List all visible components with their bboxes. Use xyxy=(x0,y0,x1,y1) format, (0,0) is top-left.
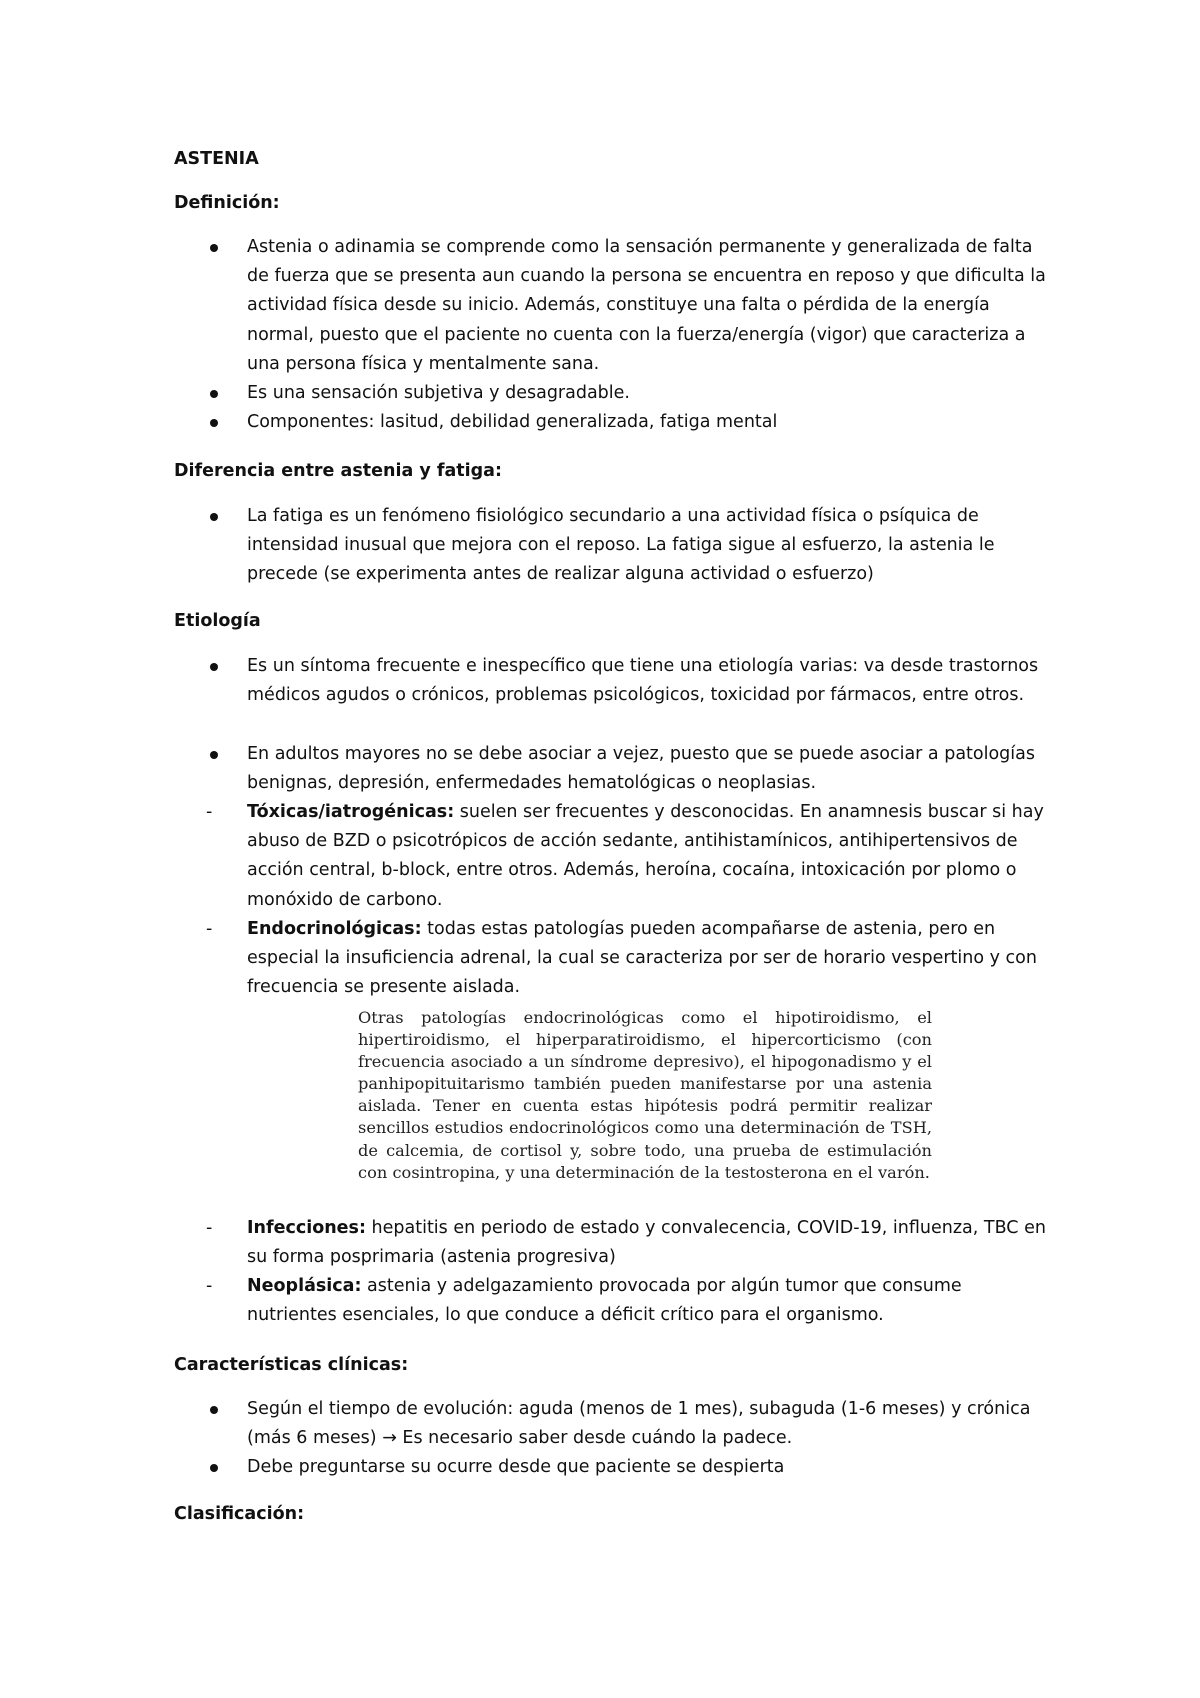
cause-term: Infecciones: xyxy=(247,1218,366,1238)
cause-item-neoplasica xyxy=(174,1272,1054,1330)
diferencia-list xyxy=(174,502,1054,590)
cause-text: suelen ser frecuentes y desconocidas. En anamnesis buscar si hay abuso de BZD o psicotrópicos de acción sedante, antihistamínicos, antihipertensivos de acción central, b-block, entre otros. Además, heroína, cocaína, intoxicación por plomo o monóxido de carbono. xyxy=(247,802,1044,910)
list-item-text: Astenia o adinamia se comprende como la sensación permanente y generalizada de falta de fuerza que se presenta aun cuando la persona se encuentra en reposo y que dificulta la actividad física desde su inicio. Además, constituye una falta o pérdida de la energía normal, puesto que el paciente no cuenta con la fuerza/energía (vigor) que caracteriza a una persona física y mentalmente sana. xyxy=(247,237,1046,374)
list-item-text: Es un síntoma frecuente e inespecífico que tiene una etiología varias: va desde trastornos médicos agudos o crónicos, problemas psicológicos, toxicidad por fármacos, entre otros. xyxy=(247,656,1039,706)
cause-term: Neoplásica: xyxy=(247,1276,362,1296)
cause-item-infecciones xyxy=(174,1214,1054,1272)
list-item-text: Es necesario saber desde cuándo la padece. xyxy=(396,1428,793,1449)
section-heading-etiologia: Etiología xyxy=(174,611,261,631)
list-item-text: La fatiga es un fenómeno fisiológico secundario a una actividad física o psíquica de intensidad inusual que mejora con el reposo. La fatiga sigue al esfuerzo, la astenia le precede (se experimenta antes de realizar alguna actividad o esfuerzo) xyxy=(247,506,995,585)
bullet-icon xyxy=(210,663,218,671)
document-title: ASTENIA xyxy=(174,149,259,169)
bullet-icon xyxy=(210,1464,218,1472)
bullet-icon xyxy=(210,751,218,759)
dash-marker: - xyxy=(206,1276,213,1296)
cause-text: todas estas patologías pueden acompañarse de astenia, pero en especial la insuficiencia adrenal, la cual se caracteriza por ser de horario vespertino y con frecuencia se presente aislada. xyxy=(247,919,1037,998)
caracteristicas-list xyxy=(174,1395,1054,1482)
list-item-text: En adultos mayores no se debe asociar a vejez, puesto que se puede asociar a patologías benignas, depresión, enfermedades hematológicas o neoplasias. xyxy=(247,744,1035,794)
list-item xyxy=(174,408,1054,437)
section-heading-definicion: Definición: xyxy=(174,193,280,213)
cause-item-endocrinologicas xyxy=(174,915,1054,1003)
list-item xyxy=(174,1453,1054,1482)
bullet-icon xyxy=(210,419,218,427)
list-item-text: Es una sensación subjetiva y desagradable. xyxy=(247,383,630,403)
list-item xyxy=(174,379,1054,408)
list-item xyxy=(174,502,1054,590)
section-heading-clasificacion: Clasificación: xyxy=(174,1504,305,1524)
etiologia-causes-continued xyxy=(174,1214,1054,1330)
section-heading-caracteristicas: Características clínicas: xyxy=(174,1355,409,1375)
definicion-list xyxy=(174,233,1054,437)
list-item xyxy=(174,652,1054,740)
cause-term: Endocrinológicas: xyxy=(247,919,422,939)
bullet-icon xyxy=(210,390,218,398)
list-item xyxy=(174,233,1054,379)
cause-text: hepatitis en periodo de estado y convalecencia, COVID-19, influenza, TBC en su forma posprimaria (astenia progresiva) xyxy=(247,1218,1046,1268)
section-heading-diferencia: Diferencia entre astenia y fatiga: xyxy=(174,461,502,481)
arrow-right-icon: → xyxy=(382,1428,397,1449)
list-item-text: Debe preguntarse su ocurre desde que paciente se despierta xyxy=(247,1457,785,1477)
dash-marker: - xyxy=(206,802,213,822)
bullet-icon xyxy=(210,244,218,252)
cause-term: Tóxicas/iatrogénicas: xyxy=(247,802,455,822)
list-item-text: Según el tiempo de evolución: aguda (menos de 1 mes), subaguda (1-6 meses) y crónica (más 6 meses) xyxy=(247,1399,1031,1449)
bullet-icon xyxy=(210,513,218,521)
cause-item-toxicas xyxy=(174,798,1054,915)
dash-marker: - xyxy=(206,919,213,939)
cause-text: astenia y adelgazamiento provocada por algún tumor que consume nutrientes esenciales, lo que conduce a déficit crítico para el organismo. xyxy=(247,1276,962,1326)
etiologia-list xyxy=(174,652,1054,1003)
dash-marker: - xyxy=(206,1218,213,1238)
quoted-book-excerpt: Otras patologías endocrinológicas como el hipotiroidismo, el hipertiroidismo, el hiperparatiroidismo, el hipercorticismo (con frecuencia asociado a un síndrome depresivo), el hipogonadismo y el panhipopituitarismo también pueden manifestarse por una astenia aislada. Tener en cuenta estas hipótesis podrá permitir realizar sencillos estudios endocrinológicos como una determinación de TSH, de calcemia, de cortisol y, sobre todo, una prueba de estimulación con cosintropina, y una determinación de la testosterona en el varón. xyxy=(358,1008,932,1182)
list-item-text: Componentes: lasitud, debilidad generalizada, fatiga mental xyxy=(247,412,778,433)
list-item xyxy=(174,1395,1054,1453)
bullet-icon xyxy=(210,1406,218,1414)
list-item xyxy=(174,740,1054,798)
